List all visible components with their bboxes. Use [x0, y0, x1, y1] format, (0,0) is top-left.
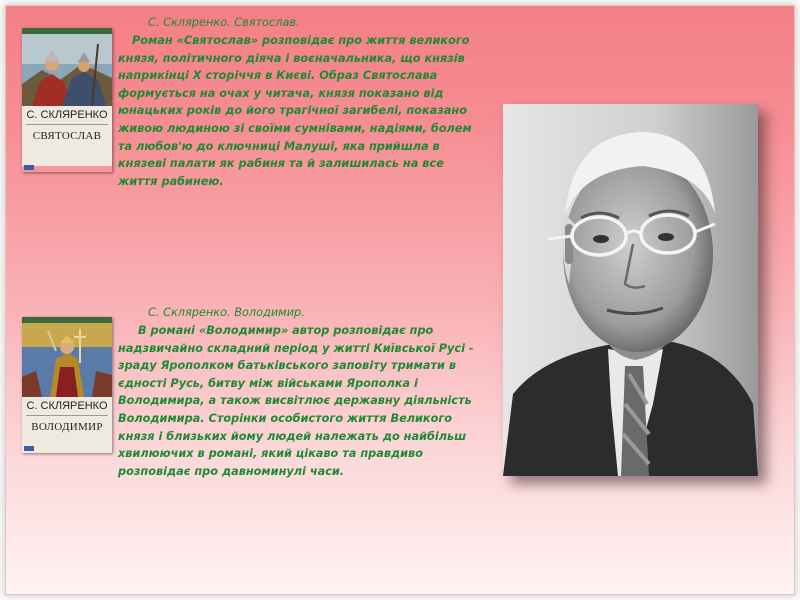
- cover-title: СВЯТОСЛАВ: [32, 130, 102, 142]
- publisher-logo-icon: [24, 446, 34, 451]
- book-description-volodymyr: В романі «Володимир» автор розповідає про надзвичайно складний період у житті Київської Русі - зраду Ярополком батьківського заповіту тримати в єдності Русь, битву між військами Ярополка і Володимира, а також висвітлює державну діяльність Володимира. Сторінки особистого життя Великого князя і близьких йому людей належать до найбільш хвилюючих в романі, який цікаво та правдиво розповідає про давноминулі часи.: [118, 324, 474, 478]
- cover-illustration-warrior: [22, 34, 112, 106]
- book-cover-sviatoslav: [22, 28, 112, 172]
- book-heading-volodymyr: С. Скляренко. Володимир.: [148, 306, 305, 319]
- slide: [6, 6, 794, 594]
- cover-author: С. СКЛЯРЕНКО: [26, 397, 108, 416]
- cover-title: ВОЛОДИМИР: [31, 421, 103, 433]
- publisher-logo-icon: [24, 165, 34, 170]
- cover-author: С. СКЛЯРЕНКО: [26, 106, 108, 125]
- portrait-photo-icon: [503, 104, 758, 476]
- author-portrait: [503, 104, 758, 476]
- book-cover-volodymyr: [22, 317, 112, 453]
- cover-illustration-prince: [22, 323, 112, 397]
- book-description-sviatoslav: Роман «Святослав» розповідає про життя великого князя, політичного діяча і воєначальника, що князів наприкінці X сторіччя в Києві. Образ Святослава формується на очах у читача, князя показано від юнацьких років до його трагічної загибелі, показано живою людиною зі своїми сумнівами, надіями, болем та любов'ю до ключниці Малуші, яка прийшла в князеві палати як рабиня та й залишилась на все життя рабинею.: [118, 34, 472, 188]
- book-heading-sviatoslav: С. Скляренко. Святослав.: [148, 16, 300, 29]
